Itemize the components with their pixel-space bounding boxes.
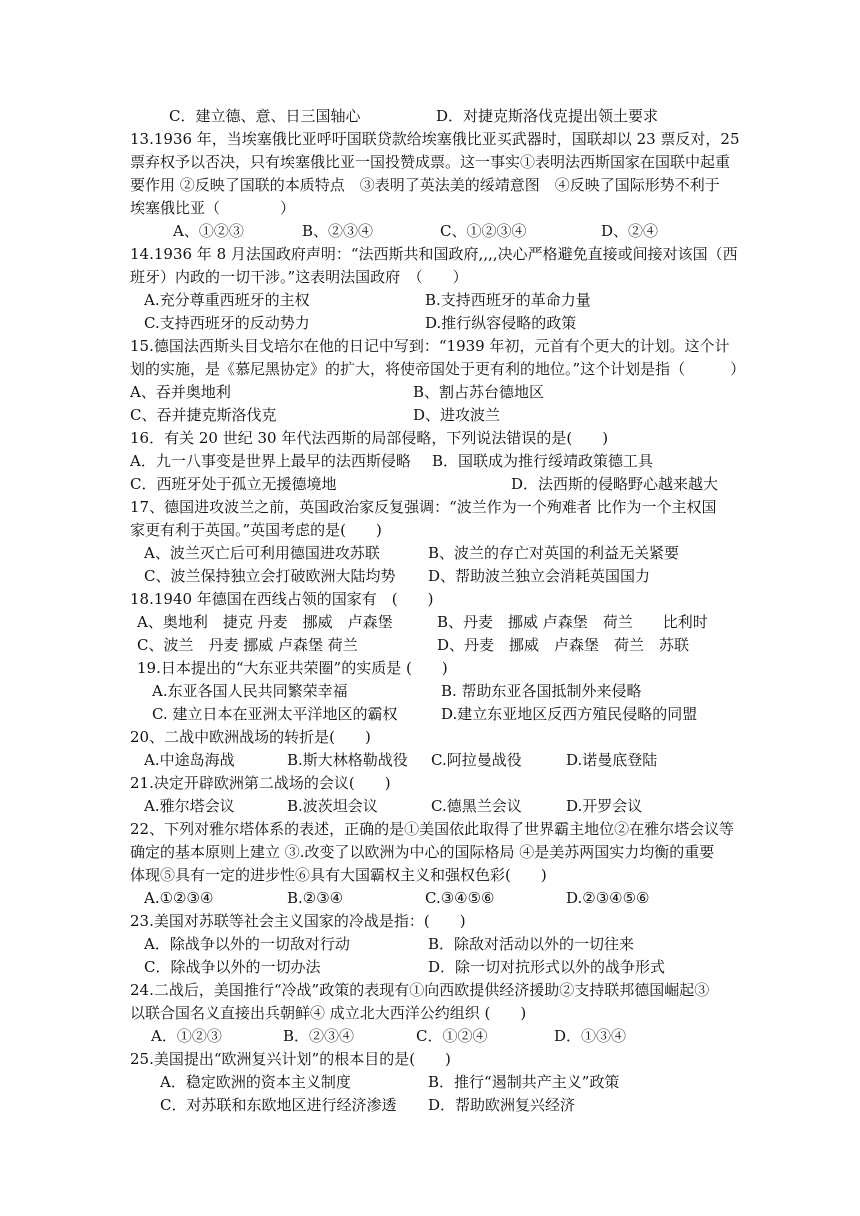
q15-option-d: D、进攻波兰 [413, 406, 501, 424]
q22-option-c: C.③④⑤⑥ [425, 889, 495, 907]
q20-option-b: B.斯大林格勒战役 [287, 751, 408, 769]
q17-option-a: A、波兰灭亡后可利用德国进攻苏联 [144, 544, 380, 562]
q22-option-b: B.②③④ [287, 889, 344, 907]
q14-option-d: D.推行纵容侵略的政策 [425, 314, 577, 332]
q19-options-ab [0, 680, 860, 702]
q25-options-ab [0, 1071, 860, 1093]
q17-stem-line2: 家更有利于英国。”英国考虑的是( ) [130, 521, 382, 539]
q22-option-d: D.②③④⑤⑥ [566, 889, 650, 907]
q21-option-a: A.雅尔塔会议 [144, 797, 235, 815]
q22-stem-line3: 体现⑤具有一定的进步性⑥具有大国霸权主义和强权色彩( ) [130, 866, 547, 884]
q14-options-cd [0, 312, 860, 334]
q24-option-b: B．②③④ [283, 1027, 355, 1045]
q25-options-cd [0, 1094, 860, 1116]
q14-option-b: B.支持西班牙的革命力量 [425, 291, 591, 309]
q21-option-c: C.德黑兰会议 [431, 797, 522, 815]
q16-option-d: D．法西斯的侵略野心越来越大 [511, 475, 719, 493]
q23-options-ab [0, 933, 860, 955]
q17-option-c: C、波兰保持独立会打破欧洲大陆均势 [144, 567, 396, 585]
q21-option-b: B.波茨坦会议 [287, 797, 378, 815]
q20-stem: 20、二战中欧洲战场的转折是( ) [130, 728, 371, 746]
q14-option-a: A.充分尊重西班牙的主权 [144, 291, 310, 309]
q24-option-d: D．①③④ [554, 1027, 627, 1045]
q19-option-a: A.东亚各国人民共同繁荣幸福 [152, 682, 348, 700]
q18-options-cd [0, 634, 860, 656]
q18-stem: 18.1940 年德国在西线占领的国家有 ( ) [130, 590, 434, 608]
q21-options [0, 795, 860, 817]
q21-option-d: D.开罗会议 [566, 797, 643, 815]
q24-stem-line2: 以联合国名义直接出兵朝鲜④ 成立北大西洋公约组织 ( ) [130, 1004, 527, 1022]
q13-options [0, 220, 860, 242]
q16-option-b: B．国联成为推行绥靖政策德工具 [432, 452, 654, 470]
q23-option-d: D．除一切对抗形式以外的战争形式 [428, 958, 666, 976]
q22-stem-line1: 22、下列对雅尔塔体系的表述，正确的是①美国依此取得了世界霸主地位②在雅尔塔会议等 [130, 820, 735, 838]
q18-option-b: B、丹麦 挪威 卢森堡 荷兰 比利时 [437, 613, 708, 631]
q25-option-d: D．帮助欧洲复兴经济 [428, 1096, 576, 1114]
q14-option-c: C.支持西班牙的反动势力 [144, 314, 310, 332]
q16-stem: 16．有关 20 世纪 30 年代法西斯的局部侵略，下列说法错误的是( ) [130, 429, 609, 447]
q18-option-d: D、丹麦 挪威 卢森堡 荷兰 苏联 [437, 636, 690, 654]
q13-stem-line1: 13.1936 年，当埃塞俄比亚呼吁国联贷款给埃塞俄比亚买武器时，国联却以 23 票反对，25 [130, 130, 740, 148]
q23-stem: 23.美国对苏联等社会主义国家的冷战是指：( ) [130, 912, 466, 930]
q22-option-a: A.①②③④ [144, 889, 214, 907]
q12-options-cd [0, 105, 860, 127]
q19-option-b: B. 帮助东亚各国抵制外来侵略 [441, 682, 642, 700]
q16-option-c: C．西班牙处于孤立无援德境地 [130, 475, 337, 493]
q16-option-a: A．九一八事变是世界上最早的法西斯侵略 [130, 452, 411, 470]
q14-options-ab [0, 289, 860, 311]
q15-option-b: B、割占苏台德地区 [413, 383, 545, 401]
q20-option-a: A.中途岛海战 [144, 751, 235, 769]
q25-option-a: A．稳定欧洲的资本主义制度 [160, 1073, 351, 1091]
q13-stem-line2: 票弃权予以否决，只有埃塞俄比亚一国投赞成票。这一事实①表明法西斯国家在国联中起重 [130, 153, 731, 171]
q20-options [0, 749, 860, 771]
q24-option-c: C．①②④ [416, 1027, 488, 1045]
q13-option-c: C、①②③④ [440, 222, 527, 240]
q17-options-ab [0, 542, 860, 564]
q15-option-c: C、吞并捷克斯洛伐克 [130, 406, 277, 424]
q23-option-c: C．除战争以外的一切办法 [144, 958, 321, 976]
q17-option-b: B、波兰的存亡对英国的利益无关紧要 [428, 544, 680, 562]
q23-option-b: B．除敌对活动以外的一切往来 [428, 935, 635, 953]
q13-option-d: D、②④ [601, 222, 659, 240]
q25-option-b: B．推行“遏制共产主义”政策 [428, 1073, 620, 1091]
q19-options-cd [0, 703, 860, 725]
q24-stem-line1: 24.二战后，美国推行“冷战”政策的表现有①向西欧提供经济援助②支持联邦德国崛起③ [130, 981, 710, 999]
q23-option-a: A．除战争以外的一切敌对行动 [144, 935, 350, 953]
q20-option-c: C.阿拉曼战役 [431, 751, 522, 769]
q24-option-a: A．①②③ [151, 1027, 222, 1045]
q18-option-c: C、波兰 丹麦 挪威 卢森堡 荷兰 [137, 636, 358, 654]
q12-option-c: C．建立德、意、日三国轴心 [169, 107, 361, 125]
q22-stem-line2: 确定的基本原则上建立 ③.改变了以欧洲为中心的国际格局 ④是美苏两国实力均衡的重要 [130, 843, 715, 861]
q15-options-ab [0, 381, 860, 403]
q15-stem-line1: 15.德国法西斯头目戈培尔在他的日记中写到：“1939 年初，元首有个更大的计划。这个计 [130, 337, 730, 355]
q14-stem-line1: 14.1936 年 8 月法国政府声明：“法西斯共和国政府,,,,决心严格避免直接或间接对该国（西 [130, 245, 738, 263]
q17-stem-line1: 17、德国进攻波兰之前，英国政治家反复强调：“波兰作为一个殉难者 比作为一个主权国 [130, 498, 717, 516]
q13-stem-line4: 埃塞俄比亚（ ） [130, 199, 296, 217]
q19-option-d: D.建立东亚地区反西方殖民侵略的同盟 [441, 705, 698, 723]
q19-option-c: C. 建立日本在亚洲太平洋地区的霸权 [152, 705, 398, 723]
q21-stem: 21.决定开辟欧洲第二战场的会议( ) [130, 774, 391, 792]
q15-option-a: A、吞并奥地利 [130, 383, 231, 401]
q18-options-ab [0, 611, 860, 633]
q18-option-a: A、奥地利 捷克 丹麦 挪威 卢森堡 [137, 613, 393, 631]
q15-stem-line2: 划的实施，是《慕尼黑协定》的扩大，将使帝国处于更有利的地位。”这个计划是指（ ） [130, 360, 746, 378]
q14-stem-line2: 班牙）内政的一切干涉。”这表明法国政府 （ ） [130, 268, 468, 286]
q20-option-d: D.诺曼底登陆 [566, 751, 658, 769]
q15-options-cd [0, 404, 860, 426]
q24-options [0, 1025, 860, 1047]
q17-options-cd [0, 565, 860, 587]
q13-option-b: B、②③④ [302, 222, 374, 240]
q25-option-c: C．对苏联和东欧地区进行经济渗透 [160, 1096, 397, 1114]
q19-stem: 19.日本提出的“大东亚共荣圈”的实质是 ( ) [137, 659, 448, 677]
q12-option-d: D．对捷克斯洛伐克提出领土要求 [436, 107, 659, 125]
q17-option-d: D、帮助波兰独立会消耗英国国力 [428, 567, 651, 585]
q13-option-a: A、①②③ [173, 222, 244, 240]
q16-options-cd [0, 473, 860, 495]
q25-stem: 25.美国提出“欧洲复兴计划”的根本目的是( ) [130, 1050, 451, 1068]
q22-options [0, 887, 860, 909]
q13-stem-line3: 要作用 ②反映了国联的本质特点 ③表明了英法美的绥靖意图 ④反映了国际形势不利于 [130, 176, 720, 194]
q23-options-cd [0, 956, 860, 978]
q16-options-ab [0, 450, 860, 472]
